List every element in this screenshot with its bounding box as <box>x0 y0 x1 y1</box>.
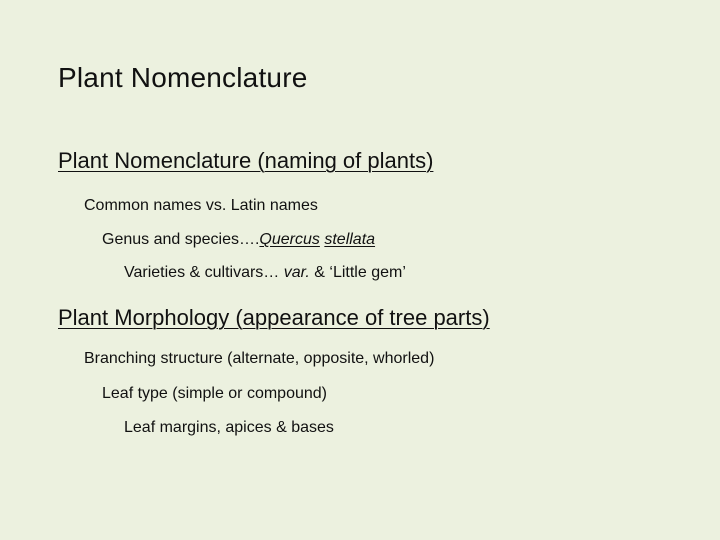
bullet-leaf-type: Leaf type (simple or compound) <box>102 385 327 402</box>
bullet-genus-species <box>102 231 375 249</box>
genus-example: Quercus <box>259 231 320 248</box>
cultivar-example: & ‘Little gem’ <box>309 264 406 281</box>
slide-title: Plant Nomenclature <box>58 62 308 93</box>
bullet-varieties-cultivars <box>124 264 406 282</box>
bullet-leaf-margins: Leaf margins, apices & bases <box>124 419 334 436</box>
bullet-branching-structure: Branching structure (alternate, opposite, whorled) <box>84 350 435 367</box>
var-abbreviation: var. <box>283 264 310 281</box>
section-heading-nomenclature: Plant Nomenclature (naming of plants) <box>58 148 434 173</box>
genus-species-label: Genus and species…. <box>102 231 260 248</box>
species-example: stellata <box>324 231 376 248</box>
varieties-label: Varieties & cultivars… <box>124 264 284 281</box>
bullet-common-vs-latin: Common names vs. Latin names <box>84 197 318 214</box>
section-heading-morphology: Plant Morphology (appearance of tree parts) <box>58 305 490 330</box>
